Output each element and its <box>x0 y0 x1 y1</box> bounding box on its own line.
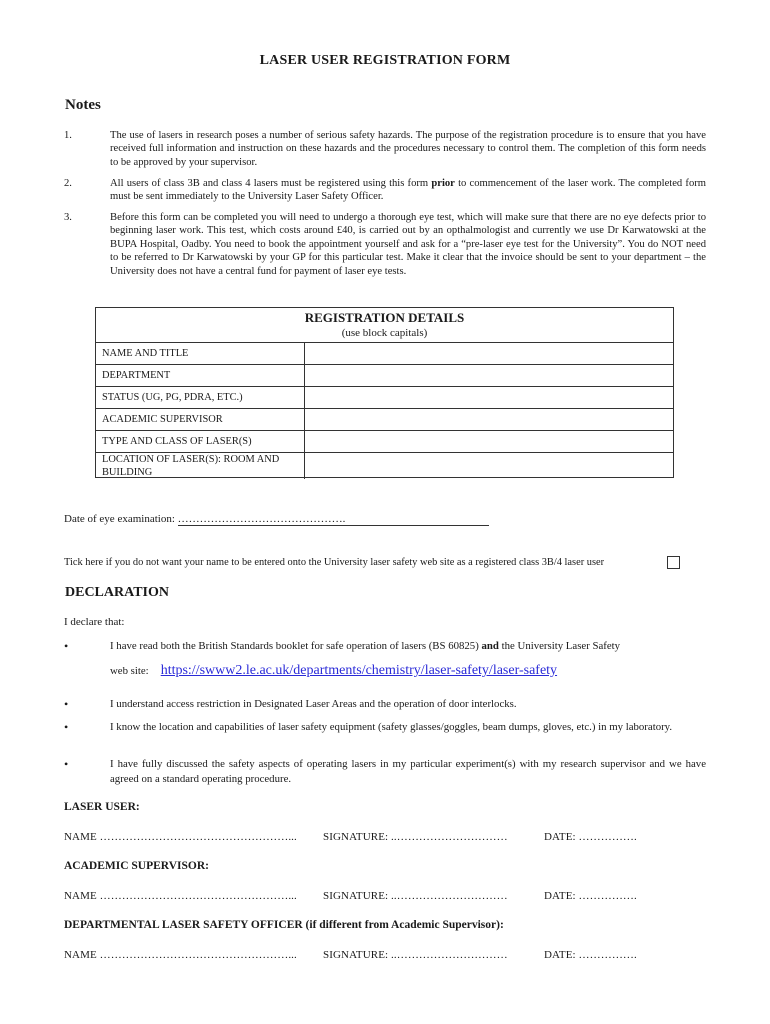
registration-heading: REGISTRATION DETAILS <box>304 310 465 325</box>
laser-user-name-field[interactable]: NAME ……………………………………………... <box>64 831 297 843</box>
dlso-name-field[interactable]: NAME ……………………………………………... <box>64 949 297 961</box>
registration-table <box>96 342 673 479</box>
declaration-item-2 <box>64 697 706 712</box>
eye-exam-line <box>64 513 489 526</box>
declaration-item-3 <box>64 720 706 735</box>
supervisor-date-field[interactable]: DATE: ……………. <box>544 890 637 902</box>
eye-exam-date-field[interactable]: ………………………………………. <box>178 513 489 526</box>
website-line <box>110 663 557 679</box>
note-2 <box>64 177 706 204</box>
eye-exam-label: Date of eye examination: <box>64 513 178 525</box>
table-row <box>96 431 673 453</box>
bullet-icon: • <box>64 639 69 653</box>
website-label: web site: <box>110 665 149 677</box>
declaration-text: I have read both the British Standards booklet for safe operation of lasers (BS 60825) and the University Laser Safety <box>110 640 621 652</box>
department-field[interactable] <box>305 365 674 387</box>
notes-heading: Notes <box>65 97 101 113</box>
note-number: 1. <box>64 130 72 141</box>
row-label-name: NAME AND TITLE <box>96 343 305 365</box>
laser-user-signature-row <box>64 831 637 843</box>
row-label-status: STATUS (UG, PG, PDRA, ETC.) <box>96 387 305 409</box>
laser-user-heading: LASER USER: <box>64 801 140 813</box>
registration-subheading: (use block capitals) <box>341 327 428 339</box>
row-label-laser-type: TYPE AND CLASS OF LASER(S) <box>96 431 305 453</box>
note-number: 2. <box>64 178 72 189</box>
table-row <box>96 409 673 431</box>
tick-opt-out-text: Tick here if you do not want your name to be entered onto the University laser safety web site as a registered class 3B/4 laser user <box>64 557 605 568</box>
dlso-date-field[interactable]: DATE: ……………. <box>544 949 637 961</box>
opt-out-checkbox[interactable] <box>667 556 680 569</box>
table-row <box>96 453 673 480</box>
table-row <box>96 365 673 387</box>
declaration-text: I have fully discussed the safety aspects of operating lasers in my particular experiment(s) with my research supervisor and we have agreed on a standard operating procedure. <box>110 758 706 785</box>
table-row <box>96 387 673 409</box>
supervisor-signature-field[interactable]: SIGNATURE: ..………………………… <box>323 890 508 902</box>
registration-details-box <box>95 307 674 478</box>
laser-type-field[interactable] <box>305 431 674 453</box>
supervisor-signature-row <box>64 890 637 902</box>
declaration-text: I understand access restriction in Designated Laser Areas and the operation of door interlocks. <box>110 698 517 710</box>
bullet-icon: • <box>64 720 69 734</box>
declaration-heading: DECLARATION <box>65 585 169 600</box>
dlso-signature-field[interactable]: SIGNATURE: ..………………………… <box>323 949 508 961</box>
note-1 <box>64 129 706 169</box>
note-text: All users of class 3B and class 4 lasers must be registered using this form prior to commencement of the laser work. The completed form must be sent immediately to the University Laser Safety Officer. <box>110 178 707 203</box>
bullet-icon: • <box>64 757 69 771</box>
supervisor-name-field[interactable]: NAME ……………………………………………... <box>64 890 297 902</box>
note-number: 3. <box>64 212 72 223</box>
dlso-heading: DEPARTMENTAL LASER SAFETY OFFICER (if different from Academic Supervisor): <box>64 919 504 931</box>
note-text: The use of lasers in research poses a number of serious safety hazards. The purpose of the registration procedure is to ensure that you have received full information and instruction on these hazards and the procedures necessary to control them. The completion of this form needs to be approved by your supervisor. <box>110 130 706 168</box>
table-row <box>96 343 673 365</box>
row-label-location: LOCATION OF LASER(S): ROOM AND BUILDING <box>96 453 305 480</box>
laser-user-date-field[interactable]: DATE: ……………. <box>544 831 637 843</box>
name-field[interactable] <box>305 343 674 365</box>
status-field[interactable] <box>305 387 674 409</box>
location-field[interactable] <box>305 453 674 480</box>
laser-user-signature-field[interactable]: SIGNATURE: ..………………………… <box>323 831 508 843</box>
dlso-signature-row <box>64 949 637 961</box>
row-label-supervisor: ACADEMIC SUPERVISOR <box>96 409 305 431</box>
laser-safety-link[interactable]: https://swww2.le.ac.uk/departments/chemistry/laser-safety/laser-safety <box>160 663 558 678</box>
form-title: LASER USER REGISTRATION FORM <box>259 53 511 68</box>
declaration-item-1 <box>64 639 706 654</box>
bullet-icon: • <box>64 697 69 711</box>
supervisor-field[interactable] <box>305 409 674 431</box>
row-label-department: DEPARTMENT <box>96 365 305 387</box>
declaration-text: I know the location and capabilities of laser safety equipment (safety glasses/goggles, beam dumps, gloves, etc.) in my laboratory. <box>110 721 673 733</box>
declaration-intro: I declare that: <box>64 616 125 628</box>
declaration-item-4 <box>64 757 706 786</box>
note-text: Before this form can be completed you will need to undergo a thorough eye test, which will make sure that there are no eye defects prior to beginning laser work. This test, which costs around £40, is carried out by an opthalmologist and currently we use Dr Karwatowski at the BUPA Hospital, Oadby. You need to book the appointment yourself and ask for a “pre-laser eye test for the University”. You do NOT need to be referred to Dr Karwatowski by your GP for this particular test. Make it clear that the invoice should be sent to your department – the University does not have a central fund for payment of laser eye tests. <box>110 212 706 277</box>
note-3 <box>64 211 706 278</box>
academic-supervisor-heading: ACADEMIC SUPERVISOR: <box>64 860 209 872</box>
